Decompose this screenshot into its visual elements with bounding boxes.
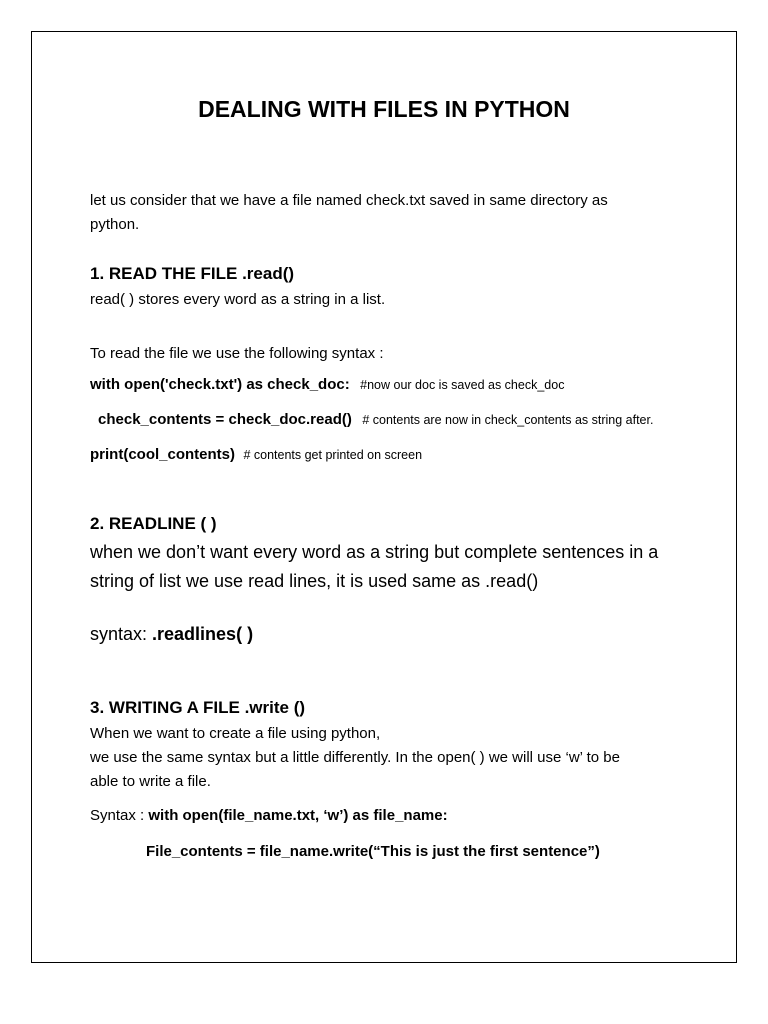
document-title: DEALING WITH FILES IN PYTHON xyxy=(198,96,570,122)
intro-line-1: let us consider that we have a file named check.txt saved in same directory as xyxy=(90,192,608,209)
section-2-syntax xyxy=(90,619,253,649)
code-print-statement: print(cool_contents) xyxy=(90,446,235,463)
section-2-description-1: when we don’t want every word as a string but complete sentences in a xyxy=(90,542,659,562)
section-3-syntax xyxy=(90,804,448,828)
section-3-heading: 3. WRITING A FILE .write () xyxy=(90,698,306,717)
section-3-description-1: When we want to create a file using python, xyxy=(90,725,381,742)
code-line-open xyxy=(90,376,564,394)
code-read-statement: check_contents = check_doc.read() xyxy=(98,411,352,428)
code-comment-2: # contents are now in check_contents as string after. xyxy=(362,413,654,427)
section-3-description-2: we use the same syntax but a little differently. In the open( ) we will use ‘w’ to be xyxy=(90,749,620,766)
section-3-syntax-label: Syntax : xyxy=(90,807,149,824)
code-line-read xyxy=(98,411,653,429)
section-1-description: read( ) stores every word as a string in a list. xyxy=(90,291,386,308)
section-1-heading: 1. READ THE FILE .read() xyxy=(90,264,295,283)
intro-line-2: python. xyxy=(90,216,140,233)
section-3-syntax-code: with open(file_name.txt, ‘w’) as file_name: xyxy=(148,807,448,824)
section-1-syntax-intro: To read the file we use the following syntax : xyxy=(90,345,384,362)
section-3-description-3: able to write a file. xyxy=(90,773,211,790)
section-2-syntax-label: syntax: xyxy=(90,624,153,644)
code-comment-3: # contents get printed on screen xyxy=(243,448,423,462)
code-line-print xyxy=(90,446,422,464)
code-comment-1: #now our doc is saved as check_doc xyxy=(360,378,565,392)
code-open-statement: with open('check.txt') as check_doc: xyxy=(90,376,350,393)
section-3-write-code: File_contents = file_name.write(“This is just the first sentence”) xyxy=(146,843,600,860)
section-2-syntax-value: .readlines( ) xyxy=(152,624,254,644)
section-2-description-2: string of list we use read lines, it is used same as .read() xyxy=(90,571,539,591)
section-2-heading: 2. READLINE ( ) xyxy=(90,514,217,533)
